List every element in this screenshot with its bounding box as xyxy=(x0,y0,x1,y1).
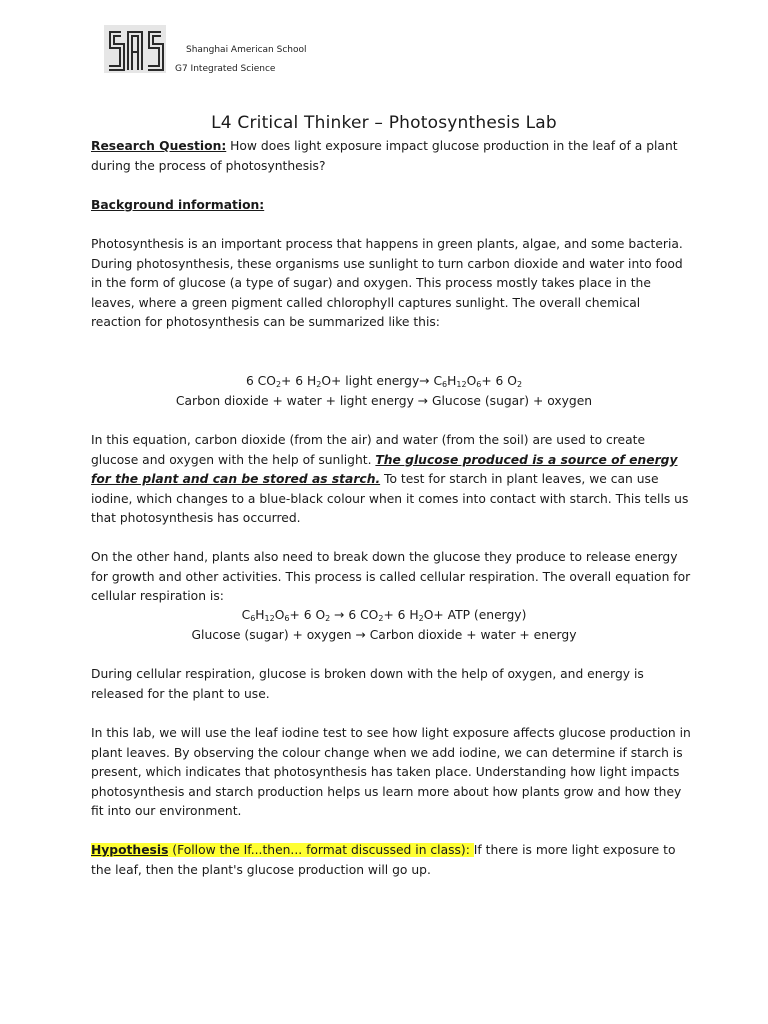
paragraph-respiration-detail: During cellular respiration, glucose is broken down with the help of oxygen, and energy is released for the plant to use. xyxy=(91,667,644,701)
paragraph-text: In this equation, carbon dioxide (from the air) and water (from the soil) are used to create glucose and oxygen with the help of sunlight. xyxy=(91,433,646,467)
background-label: Background information: xyxy=(91,198,265,212)
eq-sub: 2 xyxy=(275,380,282,389)
eq-part: + 6 H xyxy=(383,608,419,622)
research-question xyxy=(91,137,691,176)
eq-sub: 2 xyxy=(325,614,331,623)
course-name: G7 Integrated Science xyxy=(175,64,276,74)
eq-sub: 6 xyxy=(284,614,290,623)
eq-part: → 6 CO xyxy=(330,608,379,622)
eq-part: O xyxy=(274,608,285,622)
paragraph-equation-explanation xyxy=(91,431,691,529)
paragraph-text: To test for starch in plant leaves, we can use iodine, which changes to a blue-black colour when it comes into contact with starch. This tells us that photosynthesis has occurred. xyxy=(91,472,689,526)
research-question-text: How does light exposure impact glucose production in the leaf of a plant during the process of photosynthesis? xyxy=(91,139,678,173)
eq-sub: 2 xyxy=(516,380,523,389)
eq-part: 6 CO xyxy=(245,374,276,388)
photosynthesis-word-equation: Carbon dioxide + water + light energy → Glucose (sugar) + oxygen xyxy=(175,394,593,408)
hypothesis-section xyxy=(91,841,691,880)
eq-part: + 6 O xyxy=(481,374,517,388)
eq-sub: 2 xyxy=(378,614,384,623)
paragraph-respiration: On the other hand, plants also need to break down the glucose they produce to release energy for growth and other activities. This process is called cellular respiration. The overall equation for cellular respiration is: xyxy=(91,550,691,604)
research-question-label: Research Question: xyxy=(91,139,227,153)
background-heading xyxy=(91,196,691,216)
school-name: Shanghai American School xyxy=(186,45,307,55)
eq-part: O+ light energy→ C xyxy=(321,374,443,388)
eq-sub: 2 xyxy=(316,380,322,389)
eq-part: + 6 H xyxy=(281,374,317,388)
eq-part: O xyxy=(466,374,477,388)
hypothesis-answer: If there is more light exposure to the leaf, then the plant's glucose production will go up. xyxy=(91,843,676,877)
emphasized-text: The glucose produced is a source of energy for the plant and can be stored as starch. xyxy=(91,452,678,487)
eq-sub: 6 xyxy=(250,614,256,623)
eq-sub: 6 xyxy=(442,380,448,389)
eq-part: + 6 O xyxy=(289,608,326,622)
eq-sub: 12 xyxy=(264,614,275,623)
eq-part: H xyxy=(255,608,265,622)
paragraph-lab-overview: In this lab, we will use the leaf iodine test to see how light exposure affects glucose production in plant leaves. By observing the colour change when we add iodine, we can determine if starch is present, which indicates that photosynthesis has taken place. Understanding how light impacts photosynthesis and starch production helps us learn more about how plants grow and how they fit into our environment. xyxy=(91,726,691,819)
eq-part: C xyxy=(241,608,251,622)
hypothesis-instruction: (Follow the If...then... format discussed in class): xyxy=(168,843,474,857)
hypothesis-label: Hypothesis xyxy=(91,843,169,857)
school-logo xyxy=(104,25,166,73)
sas-logo-icon xyxy=(104,25,166,73)
paragraph-intro: Photosynthesis is an important process that happens in green plants, algae, and some bacteria. During photosynthesis, these organisms use sunlight to turn carbon dioxide and water into food in the form of glucose (a type of sugar) and oxygen. This process mostly takes place in the leaves, where a green pigment called chlorophyll captures sunlight. The overall chemical reaction for photosynthesis can be summarized like this: xyxy=(91,237,683,330)
eq-sub: 2 xyxy=(418,614,424,623)
eq-part: O+ ATP (energy) xyxy=(423,608,527,622)
page-title: L4 Critical Thinker – Photosynthesis Lab xyxy=(211,113,557,133)
eq-sub: 6 xyxy=(476,380,482,389)
eq-sub: 12 xyxy=(456,380,467,389)
eq-part: H xyxy=(447,374,457,388)
respiration-word-equation: Glucose (sugar) + oxygen → Carbon dioxide + water + energy xyxy=(191,628,577,642)
